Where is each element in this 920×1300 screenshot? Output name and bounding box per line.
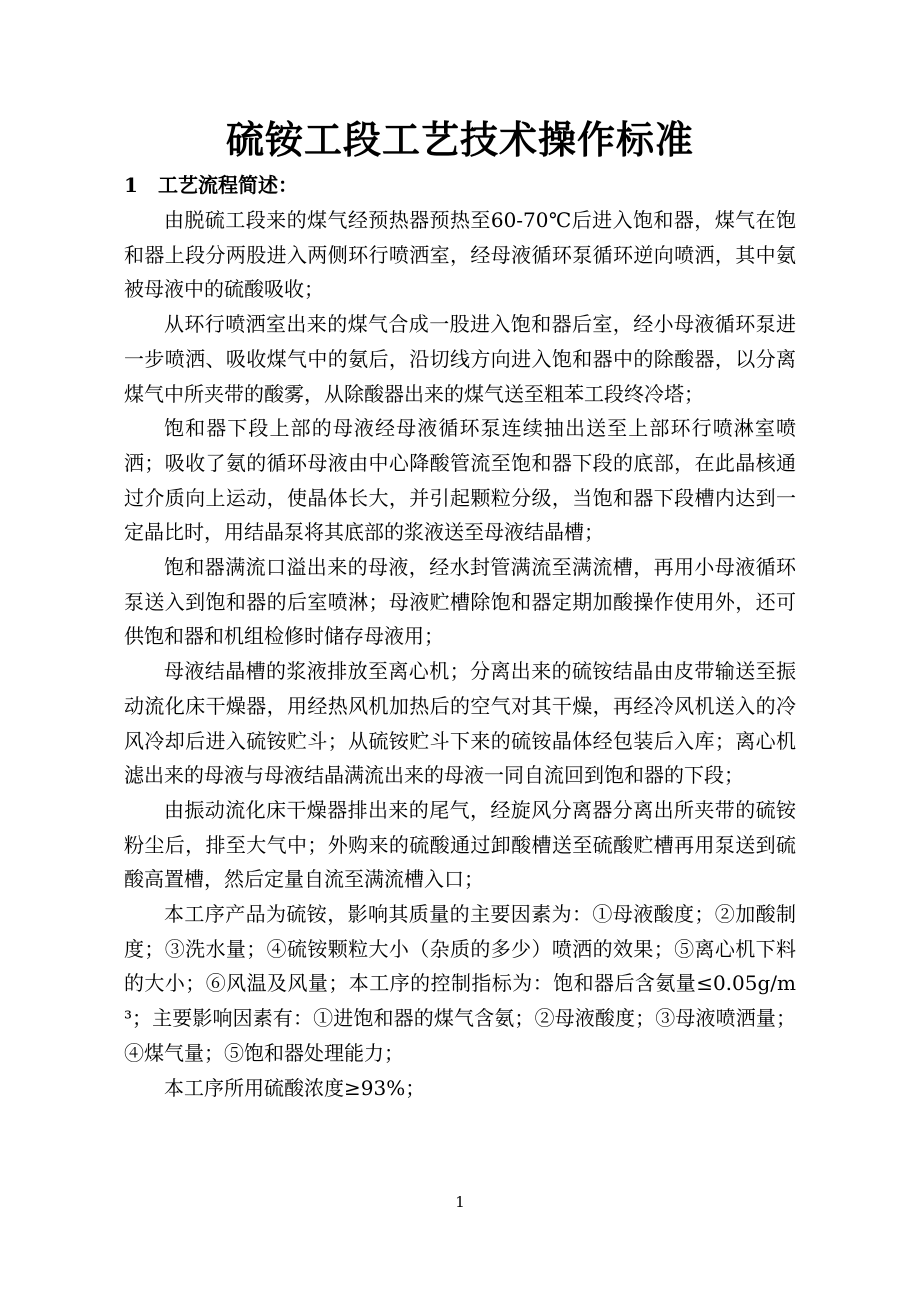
page-number: 1 [455, 1193, 465, 1211]
section-number: 1 [124, 173, 138, 197]
section-title: 工艺流程简述： [158, 173, 298, 197]
paragraph-quality-factors: 本工序产品为硫铵，影响其质量的主要因素为：①母液酸度；②加酸制度；③洗水量；④硫铵颗粒大小（杂质的多少）喷洒的效果；⑤离心机下料的大小；⑥风温及风量；本工序的控制指标为：饱和器后含氨量≤0.05g/m³；主要影响因素有：①进饱和器的煤气含氨；②母液酸度；③母液喷洒量；④煤气量；⑤饱和器处理能力； [124, 902, 796, 1065]
document-title: 硫铵工段工艺技术操作标准 [225, 118, 694, 162]
paragraph-overflow: 饱和器满流口溢出来的母液，经水封管满流至满流槽，再用小母液循环泵送入到饱和器的后室喷淋；母液贮槽除饱和器定期加酸操作使用外，还可供饱和器和机组检修时储存母液用； [124, 555, 796, 649]
paragraph-crystallization: 饱和器下段上部的母液经母液循环泵连续抽出送至上部环行喷淋室喷洒；吸收了氨的循环母液由中心降酸管流至饱和器下段的底部，在此晶核通过介质向上运动，使晶体长大，并引起颗粒分级，当饱和器下段槽内达到一定晶比时，用结晶泵将其底部的浆液送至母液结晶槽； [124, 416, 796, 545]
paragraph-acid-removal: 从环行喷洒室出来的煤气合成一股进入饱和器后室，经小母液循环泵进一步喷洒、吸收煤气中的氨后，沿切线方向进入饱和器中的除酸器，以分离煤气中所夹带的酸雾，从除酸器出来的煤气送至粗苯工段终冷塔； [124, 312, 796, 406]
paragraph-acid-concentration: 本工序所用硫酸浓度≥93%； [164, 1075, 426, 1100]
section-heading [124, 168, 298, 202]
paragraph-tail-gas-acid: 由振动流化床干燥器排出来的尾气，经旋风分离器分离出所夹带的硫铵粉尘后，排至大气中；外购来的硫酸通过卸酸槽送至硫酸贮槽再用泵送到硫酸高置槽，然后定量自流至满流槽入口； [124, 797, 796, 892]
paragraph-centrifuge-drying: 母液结晶槽的浆液排放至离心机；分离出来的硫铵结晶由皮带输送至振动流化床干燥器，用经热风机加热后的空气对其干燥，再经冷风机送入的冷风冷却后进入硫铵贮斗；从硫铵贮斗下来的硫铵晶体经包装后入库；离心机滤出来的母液与母液结晶满流出来的母液一同自流回到饱和器的下段； [124, 659, 796, 788]
body-text [124, 203, 796, 1105]
paragraph-gas-inlet: 由脱硫工段来的煤气经预热器预热至60-70℃后进入饱和器，煤气在饱和器上段分两股进入两侧环行喷洒室，经母液循环泵循环逆向喷洒，其中氨被母液中的硫酸吸收； [124, 208, 796, 302]
